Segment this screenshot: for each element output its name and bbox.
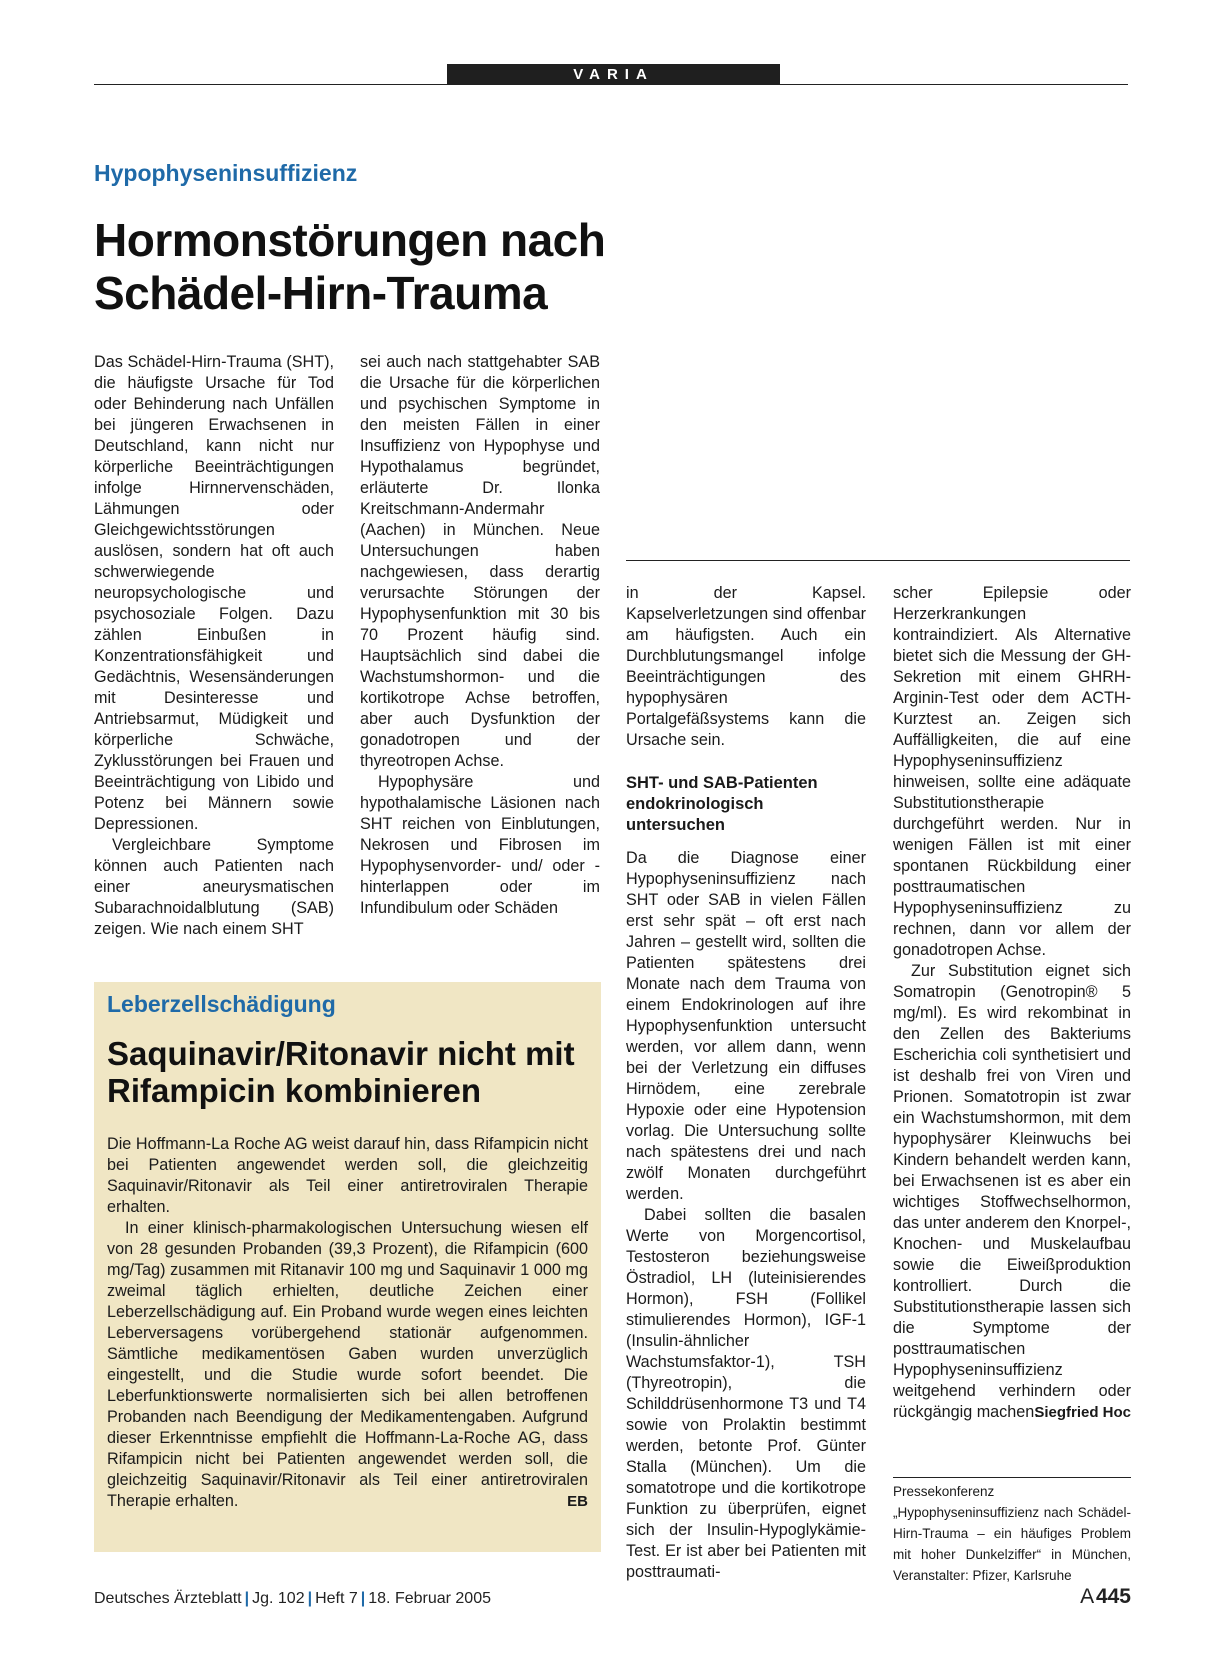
box-kicker: Leberzellschädigung [107, 991, 336, 1017]
subheading-line2: endokrinologisch untersuchen [626, 795, 764, 834]
article-subheading [626, 773, 866, 836]
paragraph: in der Kapsel. Kapselverletzungen sind offenbar am häufigsten. Auch ein Durchblutungsmangel infolge Beeinträchtigungen des hypophysären Portalgefäßsystems kann die Ursache sein. [626, 584, 866, 749]
paragraph: Dabei sollten die basalen Werte von Morgencortisol, Testosteron beziehungsweise Östradiol, LH (luteinisierendes Hormon), FSH (Follikel stimulierendes Hormon), IGF-1 (Insulin-ähnlicher Wachstumsfaktor-1), TSH (Thyreotropin), die Schilddrüsenhormone T3 und T4 sowie von Prolaktin bestimmt werden, betonte Prof. Günter Stalla (München). Um die somatotrope und die kortikotrope Funktion zu überprüfen, eignet sich der Insulin-Hypoglykämie-Test. Er ist aber bei Patienten mit posttraumati- [626, 1206, 866, 1581]
footer-issue: Heft 7 [315, 1590, 358, 1607]
note-rule [893, 1477, 1131, 1478]
paragraph: Zur Substitution eignet sich Somatropin (Genotropin® 5 mg/ml). Es wird rekombinat in den Zellen des Bakteriums Escherichia coli synthetisiert und ist deshalb frei von Viren und Prionen. Somatotropin ist zwar ein Wachstumshormon, mit dem hypophysärer Kleinwuchs bei Kindern behandelt werden kann, bei Erwachsenen ist es aber ein wichtiges Stoffwechselhormon, das unter anderem den Knorpel-, Knochen- und Muskelaufbau sowie die Eiweißproduktion kontrolliert. Durch die Substitutionstherapie lassen sich die Symptome der posttraumatischen Hypophyseninsuffizienz weitgehend verhindern oder rückgängig machen. [893, 962, 1131, 1421]
column-rule [626, 560, 1130, 561]
article-column-2 [360, 352, 600, 919]
paragraph: Vergleichbare Symptome können auch Patienten nach einer aneurysmatischen Subarachnoidalblutung (SAB) zeigen. Wie nach einem SHT [94, 836, 334, 938]
page-number [1080, 1585, 1131, 1609]
subheading-line1: SHT- und SAB-Patienten [626, 774, 818, 792]
article-title-line1: Hormonstörungen nach [94, 214, 606, 266]
paragraph: sei auch nach stattgehabter SAB die Ursache für die körperlichen und psychischen Symptome in den meisten Fällen in einer Insuffizienz von Hypophyse und Hypothalamus begründet, erläuterte Dr. Ilonka Kreitschmann-Andermahr (Aachen) in München. Neue Untersuchungen haben nachgewiesen, dass derartig verursachte Störungen der Hypophysenfunktion mit 30 bis 70 Prozent häufig sind. Hauptsächlich sind dabei die Wachstumshormon- und die kortikotrope Achse betroffen, aber auch Dysfunktion der gonadotropen und der thyreotropen Achse. [360, 353, 600, 770]
box-body [107, 1134, 588, 1512]
article-title [94, 214, 654, 320]
article-author: Siegfried Hoc [1034, 1404, 1131, 1421]
footer-volume: Jg. 102 [252, 1590, 305, 1607]
article-column-1 [94, 352, 334, 940]
page-prefix: A [1080, 1585, 1095, 1608]
article-column-4 [893, 583, 1131, 1423]
page-number-value: 445 [1095, 1585, 1131, 1608]
footer-journal: Deutsches Ärzteblatt [94, 1590, 242, 1607]
paragraph: In einer klinisch-pharmakologischen Untersuchung wiesen elf von 28 gesunden Probanden (39,3 Prozent), die Rifampicin (600 mg/Tag) zusammen mit Ritanavir 100 mg und Saquinavir 1 000 mg zweimal täglich erhielten, deutliche Zeichen einer Leberzellschädigung auf. Ein Proband wurde wegen eines leichten Leberversagens vorübergehend stationär aufgenommen. Sämtliche medikamentösen Gaben wurden unverzüglich eingestellt, und die Studie wurde sofort beendet. Die Leberfunktionswerte normalisierten sich bei allen betroffenen Probanden nach Beendigung der Medikamentengaben. Aufgrund dieser Erkenntnisse empfiehlt die Hoffmann-La-Roche AG, dass Rifampicin nicht bei Patienten angewendet werden soll, die gleichzeitig Saquinavir/Ritonavir als Teil einer antiretroviralen Therapie erhalten. [107, 1219, 588, 1510]
box-title-line1: Saquinavir/Ritonavir nicht mit [107, 1035, 575, 1072]
footer-separator: | [360, 1590, 366, 1607]
article-kicker: Hypophyseninsuffizienz [94, 160, 358, 186]
footer-citation [94, 1590, 491, 1608]
article-footnote: Pressekonferenz „Hypophyseninsuffizienz nach Schädel-Hirn-Trauma – ein häufiges Problem mit hoher Dunkelziffer“ in München, Veranstalter: Pfizer, Karlsruhe [893, 1484, 1131, 1583]
paragraph: Das Schädel-Hirn-Trauma (SHT), die häufigste Ursache für Tod oder Behinderung nach Unfällen bei jüngeren Erwachsenen in Deutschland, kann nicht nur körperliche Beeinträchtigungen infolge Hirnnervenschäden, Lähmungen oder Gleichgewichtsstörungen auslösen, sondern hat oft auch schwerwiegende neuropsychologische und psychosoziale Folgen. Dazu zählen Einbußen in Konzentrationsfähigkeit und Gedächtnis, Wesensänderungen mit Desinteresse und Antriebsarmut, Müdigkeit und körperliche Schwäche, Zyklusstörungen bei Frauen und Beeinträchtigung von Libido und Potenz bei Männern sowie Depressionen. [94, 353, 334, 833]
box-title [107, 1035, 587, 1109]
paragraph: scher Epilepsie oder Herzerkrankungen kontraindiziert. Als Alternative bietet sich die Messung der GH-Sekretion mit einem GHRH-Arginin-Test oder dem ACTH-Kurztest an. Zeigen sich Auffälligkeiten, die auf eine Hypophyseninsuffizienz hinweisen, sollte eine adäquate Substitutionstherapie durchgeführt werden. Nur in wenigen Fällen ist mit einer spontanen Rückbildung einer posttraumatischen Hypophyseninsuffizienz zu rechnen, dann vor allem der gonadotropen Achse. [893, 584, 1131, 959]
footer-separator: | [307, 1590, 313, 1607]
paragraph: Da die Diagnose einer Hypophyseninsuffizienz nach SHT oder SAB in vielen Fällen erst sehr spät – oft erst nach Jahren – gestellt wird, sollten die Patienten spätestens drei Monate nach dem Trauma von einem Endokrinologen auf ihre Hypophysenfunktion untersucht werden, vor allem dann, wenn bei der Verletzung ein diffuses Hirnödem, eine zerebrale Hypoxie oder eine Hypotension vorlag. Die Untersuchung sollte nach spätestens drei und nach zwölf Monaten durchgeführt werden. [626, 849, 866, 1203]
footer-date: 18. Februar 2005 [368, 1590, 491, 1607]
paragraph: Die Hoffmann-La Roche AG weist darauf hin, dass Rifampicin nicht bei Patienten angewendet werden soll, die gleichzeitig Saquinavir/Ritonavir als Teil einer antiretroviralen Therapie erhalten. [107, 1135, 588, 1216]
article-column-3 [626, 583, 866, 1583]
box-author: EB [567, 1493, 588, 1510]
article-title-line2: Schädel-Hirn-Trauma [94, 267, 548, 319]
box-title-line2: Rifampicin kombinieren [107, 1072, 482, 1109]
paragraph: Hypophysäre und hypothalamische Läsionen nach SHT reichen von Einblutungen, Nekrosen und Fibrosen im Hypophysenvorder- und/ oder -hinterlappen oder im Infundibulum oder Schäden [360, 773, 600, 917]
footer-separator: | [244, 1590, 250, 1607]
section-label: VARIA [447, 64, 780, 85]
